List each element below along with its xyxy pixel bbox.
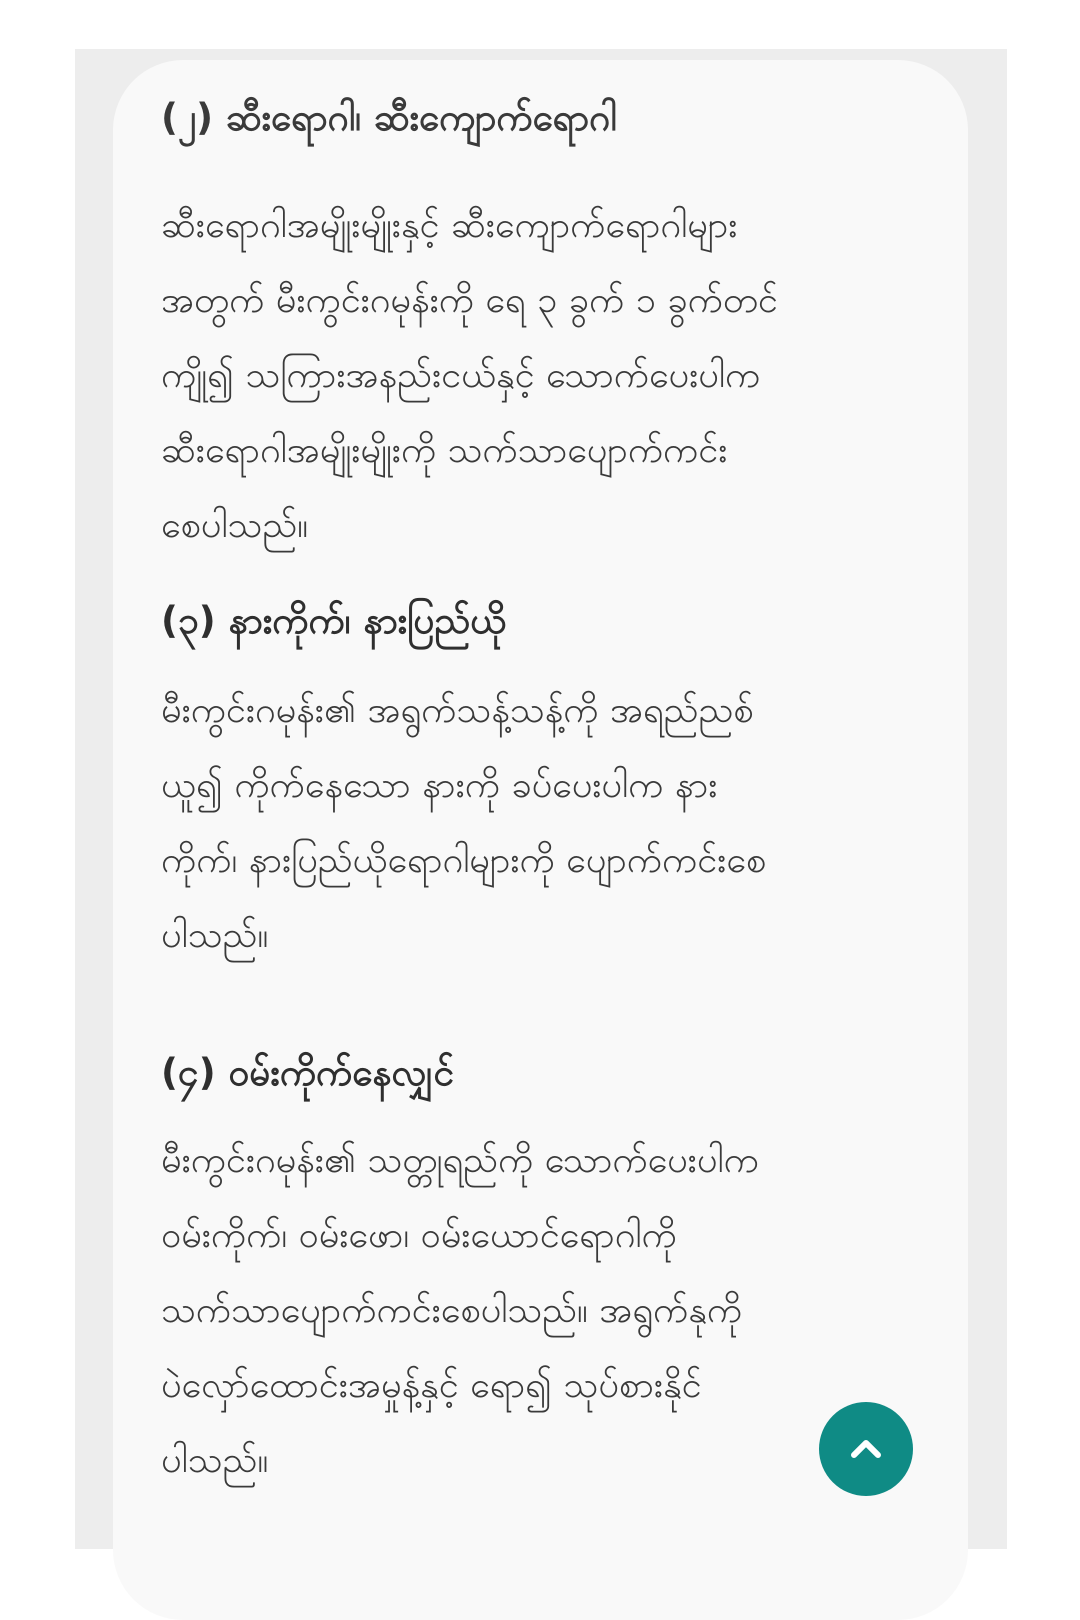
section-heading-urinary: (၂) ဆီးရောဂါ၊ ဆီးကျောက်ရောဂါ (161, 96, 617, 139)
paragraph-line: ပါသည်။ (161, 915, 269, 956)
section-paragraph-stomach (161, 1123, 759, 1498)
paragraph-line: မီးကွင်းဂမုန်း၏ အရွက်သန့်သန့်ကို အရည်ညစ် (161, 690, 754, 731)
paragraph-line: အတွက် မီးကွင်းဂမုန်းကို ရေ ၃ ခွက် ၁ ခွက်တင် (161, 280, 778, 321)
paragraph-line: မီးကွင်းဂမုန်း၏ သတ္တုရည်ကို သောက်ပေးပါက (161, 1140, 759, 1181)
chevron-up-icon (846, 1429, 886, 1469)
paragraph-line: စေပါသည်။ (161, 505, 309, 546)
section-heading-stomach: (၄) ဝမ်းကိုက်နေလျှင် (161, 1051, 454, 1094)
section-paragraph-ear (161, 673, 766, 973)
paragraph-line: ဆီးရောဂါအမျိုးမျိုးကို သက်သာပျောက်ကင်း (161, 430, 728, 471)
paragraph-line: ကိုက်၊ နားပြည်ယိုရောဂါများကို ပျောက်ကင်းစေ (161, 840, 767, 881)
paragraph-line: ဝမ်းကိုက်၊ ဝမ်းဖော၊ ဝမ်းယောင်ရောဂါကို (161, 1215, 677, 1256)
paragraph-line: ပါသည်။ (161, 1440, 269, 1481)
section-paragraph-urinary (161, 188, 778, 563)
paragraph-line: သက်သာပျောက်ကင်းစေပါသည်။ အရွက်နုကို (161, 1290, 743, 1331)
section-heading-ear: (၃) နားကိုက်၊ နားပြည်ယို (161, 599, 507, 642)
paragraph-line: ကျို၍ သကြားအနည်းငယ်နှင့် သောက်ပေးပါက (161, 355, 761, 396)
paragraph-line: ဆီးရောဂါအမျိုးမျိုးနှင့် ဆီးကျောက်ရောဂါများ (161, 205, 738, 246)
paragraph-line: ပဲလှော်ထောင်းအမှုန့်နှင့် ရော၍ သုပ်စားနိုင် (161, 1365, 702, 1406)
scroll-to-top-button[interactable] (819, 1402, 913, 1496)
paragraph-line: ယူ၍ ကိုက်နေသော နားကို ခပ်ပေးပါက နား (161, 765, 718, 806)
